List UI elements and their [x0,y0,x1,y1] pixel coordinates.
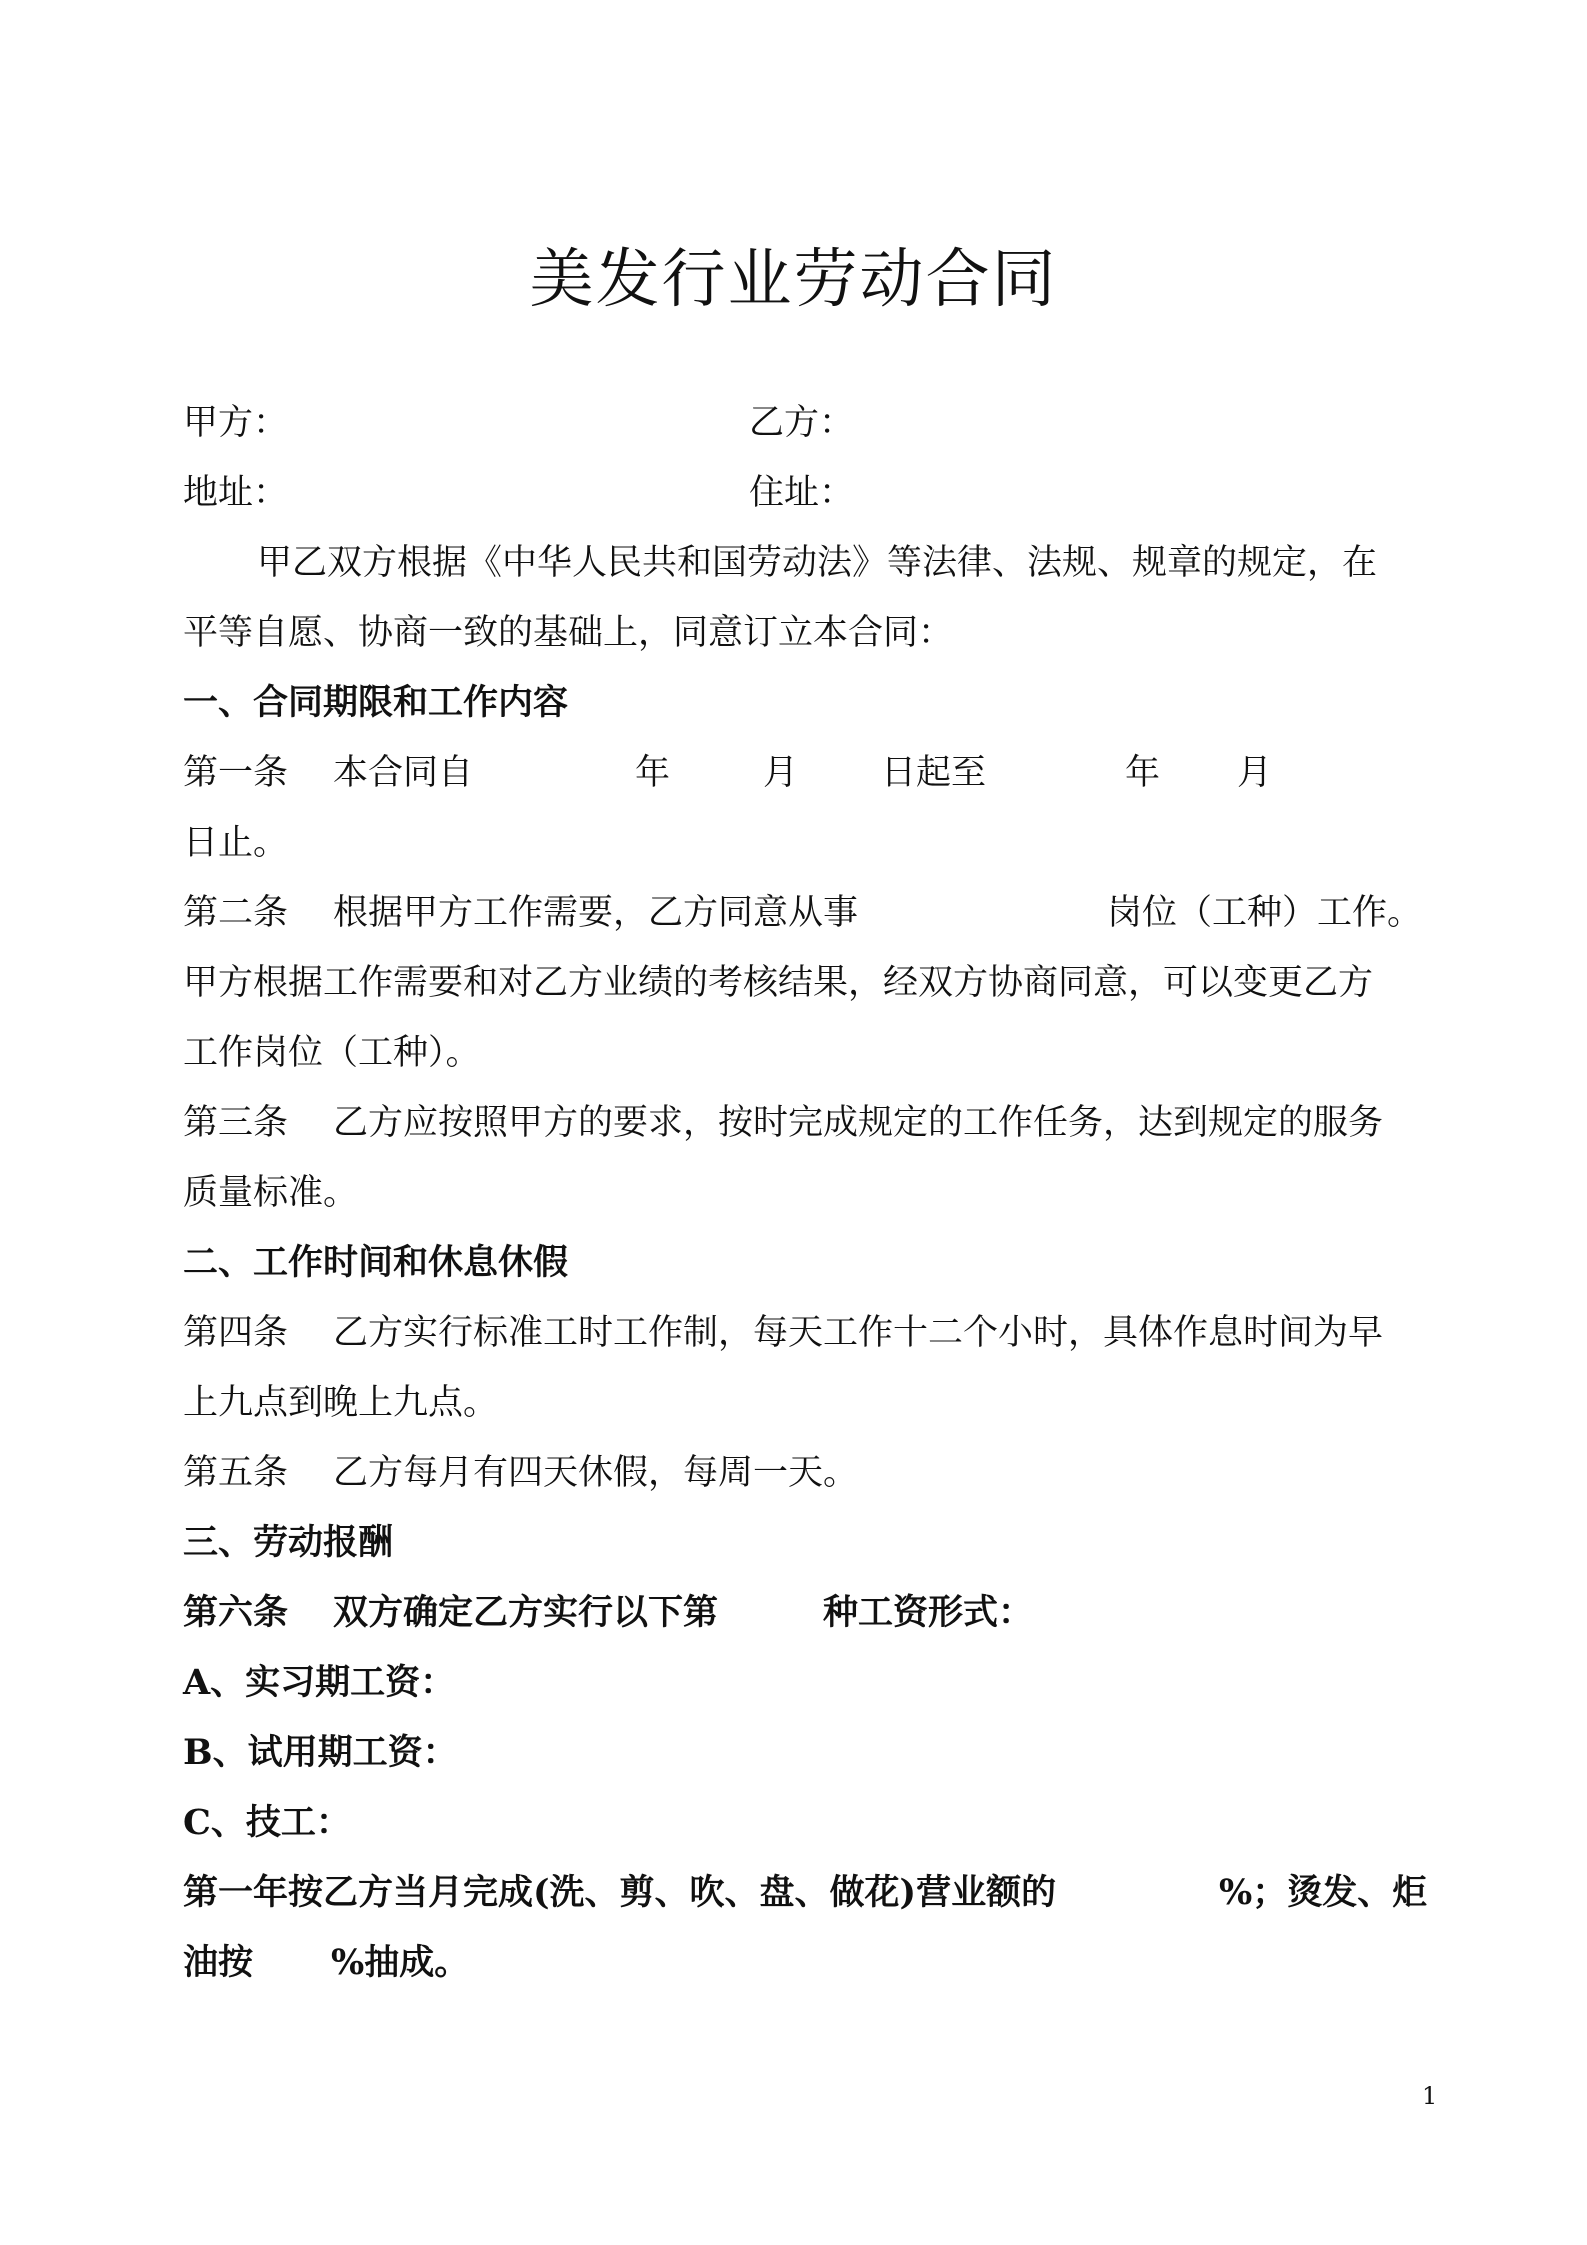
article-text: %；烫发、炬 [1219,1872,1428,1913]
year-label: 年 [635,753,671,793]
party-a-label: 甲方： [183,403,289,443]
article-label: 第三条 [183,1103,289,1143]
article-text: 日止。 [183,823,289,863]
residence-label: 住址： [749,473,855,513]
article-text: 上九点到晚上九点。 [183,1383,499,1423]
article-text: 本合同自 [333,753,474,793]
section-heading: 一、合同期限和工作内容 [183,682,569,723]
year-label: 年 [1125,753,1161,793]
article-text: 种工资形式： [823,1592,1034,1633]
article-label: 第五条 [183,1453,289,1493]
article-text: 根据甲方工作需要，乙方同意从事 [333,893,859,933]
article-text: 乙方实行标准工时工作制，每天工作十二个小时，具体作息时间为早 [333,1313,1384,1353]
article-text: 油按 [183,1942,254,1983]
day-to-label: 日起至 [881,753,987,793]
wage-item-b: B、试用期工资： [183,1732,458,1773]
wage-item-a: A、实习期工资： [183,1662,456,1703]
article-label: 第四条 [183,1313,289,1353]
article-text: 乙方应按照甲方的要求，按时完成规定的工作任务，达到规定的服务 [333,1103,1384,1143]
document-title: 美发行业劳动合同 [529,243,1058,317]
section-heading: 二、工作时间和休息休假 [183,1242,569,1283]
article-text: 甲方根据工作需要和对乙方业绩的考核结果，经双方协商同意，可以变更乙方 [183,963,1374,1003]
section-heading: 三、劳动报酬 [183,1522,394,1563]
article-text: 质量标准。 [183,1173,359,1213]
month-label: 月 [763,753,799,793]
article-label: 第一条 [183,753,289,793]
article-text: 工作岗位（工种）。 [183,1033,481,1073]
address-label: 地址： [183,473,289,513]
article-text: 第一年按乙方当月完成(洗、剪、吹、盘、做花)营业额的 [183,1872,1057,1913]
article-label: 第六条 [183,1592,289,1633]
month-label: 月 [1237,753,1273,793]
article-text: 双方确定乙方实行以下第 [333,1592,719,1633]
page-number: 1 [1422,2082,1438,2110]
preamble-line: 甲乙双方根据《中华人民共和国劳动法》等法律、法规、规章的规定，在 [257,543,1378,583]
article-text: 乙方每月有四天休假，每周一天。 [333,1453,859,1493]
article-label: 第二条 [183,893,289,933]
wage-item-c: C、技工： [183,1802,351,1843]
article-text: 岗位（工种）工作。 [1107,893,1423,933]
party-b-label: 乙方： [749,403,855,443]
preamble-line: 平等自愿、协商一致的基础上，同意订立本合同： [183,613,954,653]
article-text: %抽成。 [331,1942,470,1983]
